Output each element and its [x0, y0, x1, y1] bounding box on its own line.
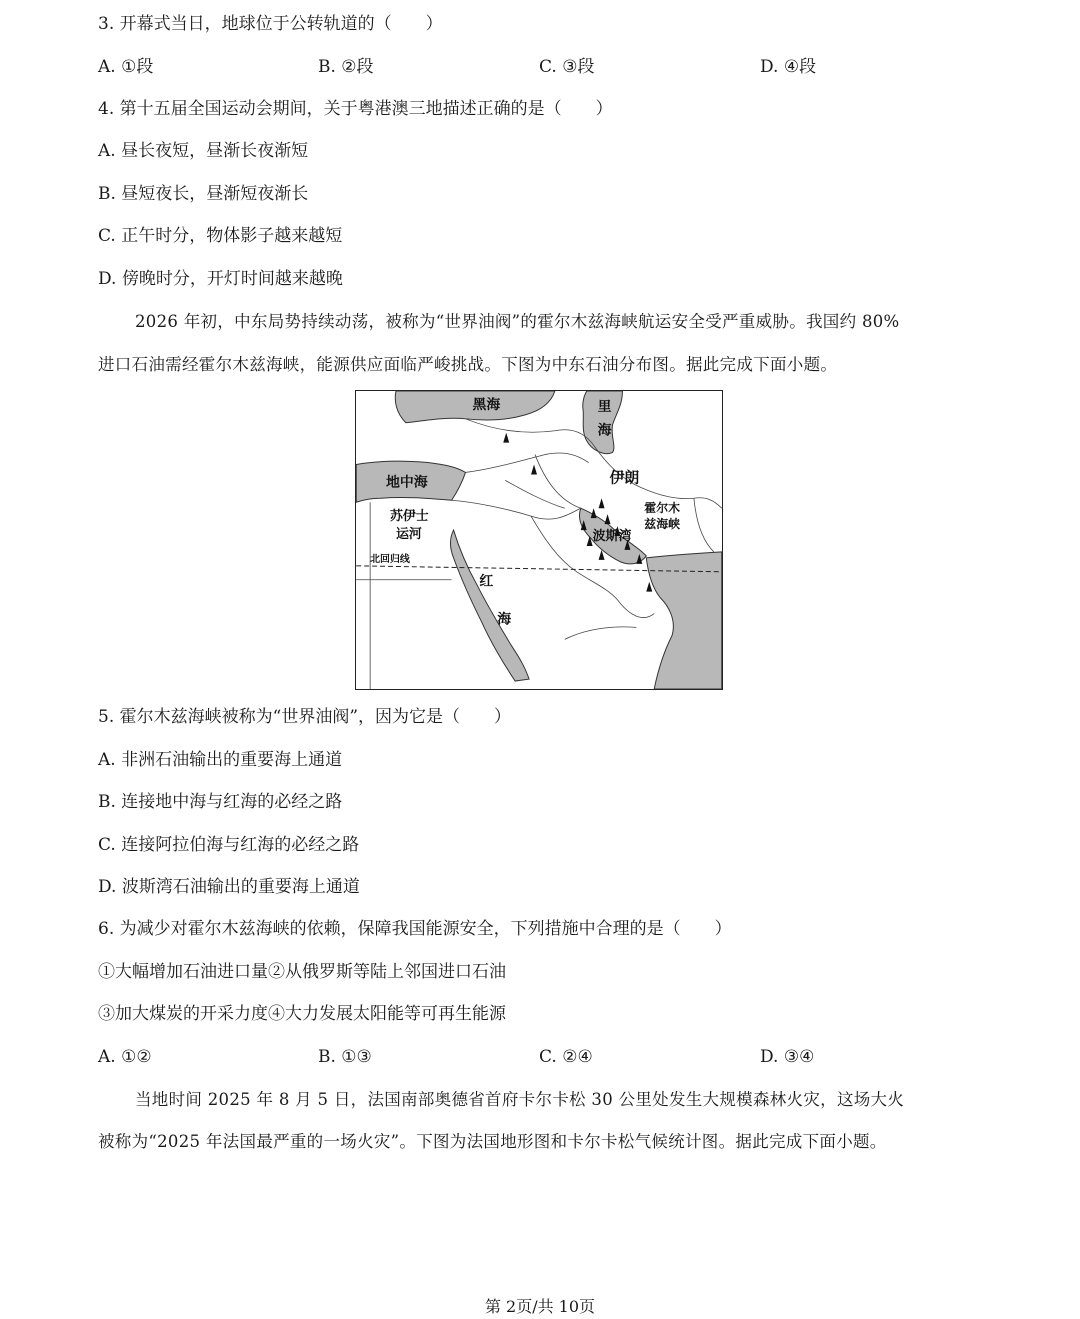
- page-number-footer: 第 2页/共 10页: [484, 1297, 596, 1316]
- passage-2-line-1: 当地时间 2025 年 8 月 5 日，法国南部奥德省首府卡尔卡松 30 公里处发生大规模森林火灾，这场大火: [135, 1090, 905, 1109]
- question-6-stem: 6. 为减少对霍尔木兹海峡的依赖，保障我国能源安全，下列措施中合理的是（ ）: [98, 919, 732, 939]
- oil-derrick-icon: [531, 465, 537, 475]
- suez-label-2: 运河: [395, 527, 422, 543]
- passage-1-line-1: 2026 年初，中东局势持续动荡，被称为“世界油阀”的霍尔木兹海峡航运安全受严重威胁。我国约 80%: [135, 312, 900, 331]
- q3-option-a: A. ①段: [98, 57, 154, 77]
- red-sea-label-2: 海: [497, 611, 512, 628]
- tropic-label: 北回归线: [370, 553, 410, 565]
- oil-derrick-icon: [646, 582, 652, 592]
- q5-option-d: D. 波斯湾石油输出的重要海上通道: [98, 877, 360, 897]
- middle-east-oil-map: [355, 390, 723, 690]
- map-svg: [356, 391, 722, 689]
- arabian-sea-shape: [646, 552, 721, 689]
- q4-option-a: A. 昼长夜短，昼渐长夜渐短: [98, 141, 309, 161]
- iran-label: 伊朗: [609, 468, 640, 487]
- red-sea-shape: [451, 530, 529, 681]
- oil-derrick-icon: [599, 498, 605, 508]
- passage-1-line-2: 进口石油需经霍尔木兹海峡，能源供应面临严峻挑战。下图为中东石油分布图。据此完成下面小题。: [98, 355, 838, 374]
- caspian-label-1: 里: [597, 398, 612, 415]
- question-4-stem: 4. 第十五届全国运动会期间，关于粤港澳三地描述正确的是（ ）: [98, 99, 613, 119]
- oil-derrick-icon: [503, 433, 509, 443]
- q5-option-c: C. 连接阿拉伯海与红海的必经之路: [98, 835, 360, 855]
- q6-item-2: ③加大煤炭的开采力度④大力发展太阳能等可再生能源: [98, 1004, 506, 1024]
- persian-gulf-label: 波斯湾: [592, 529, 632, 544]
- oil-derrick-icon: [605, 514, 611, 524]
- red-sea-label-1: 红: [479, 573, 494, 590]
- hormuz-label-1: 霍尔木: [644, 501, 681, 516]
- suez-label-1: 苏伊士: [390, 509, 429, 525]
- question-3-stem: 3. 开幕式当日，地球位于公转轨道的（ ）: [98, 14, 443, 34]
- q4-option-d: D. 傍晚时分，开灯时间越来越晚: [98, 269, 343, 289]
- passage-2-line-2: 被称为“2025 年法国最严重的一场火灾”。下图为法国地形图和卡尔卡松气候统计图。据此完成下面小题。: [98, 1132, 887, 1151]
- q3-option-c: C. ③段: [539, 57, 595, 77]
- q6-item-1: ①大幅增加石油进口量②从俄罗斯等陆上邻国进口石油: [98, 962, 506, 982]
- q3-option-b: B. ②段: [318, 57, 374, 77]
- q3-option-d: D. ④段: [760, 57, 817, 77]
- question-5-stem: 5. 霍尔木兹海峡被称为“世界油阀”，因为它是（ ）: [98, 707, 512, 727]
- q4-option-b: B. 昼短夜长，昼渐短夜渐长: [98, 184, 309, 204]
- q6-option-c: C. ②④: [539, 1047, 593, 1067]
- q4-option-c: C. 正午时分，物体影子越来越短: [98, 226, 343, 246]
- q6-option-d: D. ③④: [760, 1047, 815, 1067]
- caspian-label-2: 海: [597, 422, 612, 439]
- hormuz-label-2: 兹海峡: [644, 517, 681, 532]
- q5-option-a: A. 非洲石油输出的重要海上通道: [98, 750, 343, 770]
- black-sea-label: 黑海: [472, 396, 501, 413]
- q6-option-a: A. ①②: [98, 1047, 152, 1067]
- mediterranean-label: 地中海: [386, 474, 428, 491]
- q5-option-b: B. 连接地中海与红海的必经之路: [98, 792, 343, 812]
- q6-option-b: B. ①③: [318, 1047, 372, 1067]
